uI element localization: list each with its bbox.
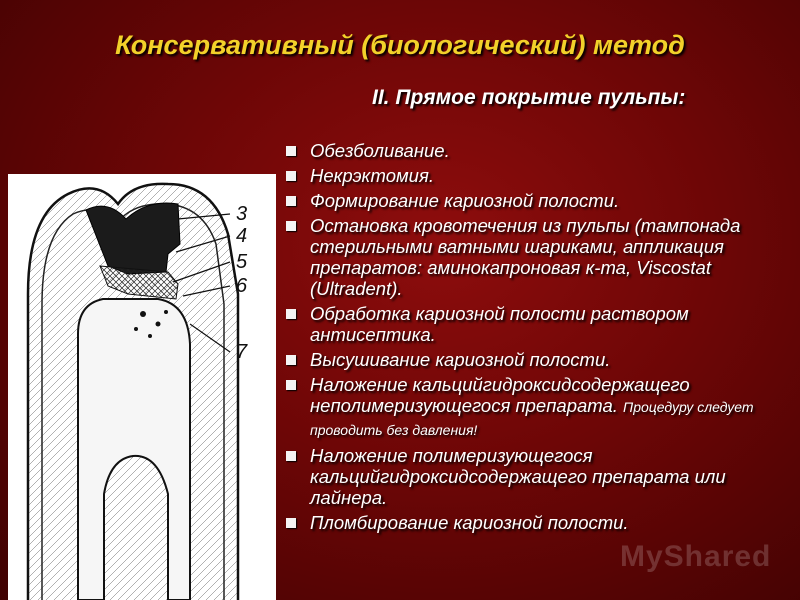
label-7: 7 <box>236 341 248 363</box>
procedure-steps-list <box>282 140 787 537</box>
square-bullet-icon <box>286 355 296 365</box>
list-item <box>282 445 787 508</box>
slide-subtitle: II. Прямое покрытие пульпы: <box>372 86 686 109</box>
step-text: Наложение полимеризующегося кальцийгидроксидсодержащего препарата или лайнера. <box>310 445 726 508</box>
square-bullet-icon <box>286 171 296 181</box>
list-item <box>282 512 787 533</box>
step-text: Пломбирование кариозной полости. <box>310 512 629 533</box>
label-4: 4 <box>236 225 248 247</box>
tooth-diagram <box>8 174 276 600</box>
label-5: 5 <box>236 251 248 273</box>
list-item <box>282 374 787 441</box>
list-item <box>282 215 787 299</box>
list-item <box>282 140 787 161</box>
square-bullet-icon <box>286 451 296 461</box>
step-text: Формирование кариозной полости. <box>310 190 620 211</box>
step-note: Процедуру следует проводить без давления! <box>310 399 754 438</box>
label-6: 6 <box>236 275 248 297</box>
step-text: Высушивание кариозной полости. <box>310 349 611 370</box>
step-text: Некрэктомия. <box>310 165 434 186</box>
square-bullet-icon <box>286 196 296 206</box>
square-bullet-icon <box>286 518 296 528</box>
square-bullet-icon <box>286 221 296 231</box>
step-text: Наложение кальцийгидроксидсодержащего неполимеризующегося препарата. <box>310 374 690 416</box>
tooth-illustration <box>8 174 276 600</box>
step-text: Обезболивание. <box>310 140 450 161</box>
list-item <box>282 190 787 211</box>
watermark: MyShared <box>620 540 772 573</box>
square-bullet-icon <box>286 146 296 156</box>
slide-title: Консервативный (биологический) метод <box>115 30 685 60</box>
list-item <box>282 349 787 370</box>
step-text: Обработка кариозной полости раствором антисептика. <box>310 303 689 345</box>
label-3: 3 <box>236 203 248 225</box>
list-item <box>282 303 787 345</box>
step-text: Остановка кровотечения из пульпы (тампонада стерильными ватными шариками, аппликация препаратов: аминокапроновая к-та, Viscostat (Ultradent). <box>310 215 741 299</box>
square-bullet-icon <box>286 380 296 390</box>
square-bullet-icon <box>286 309 296 319</box>
list-item <box>282 165 787 186</box>
